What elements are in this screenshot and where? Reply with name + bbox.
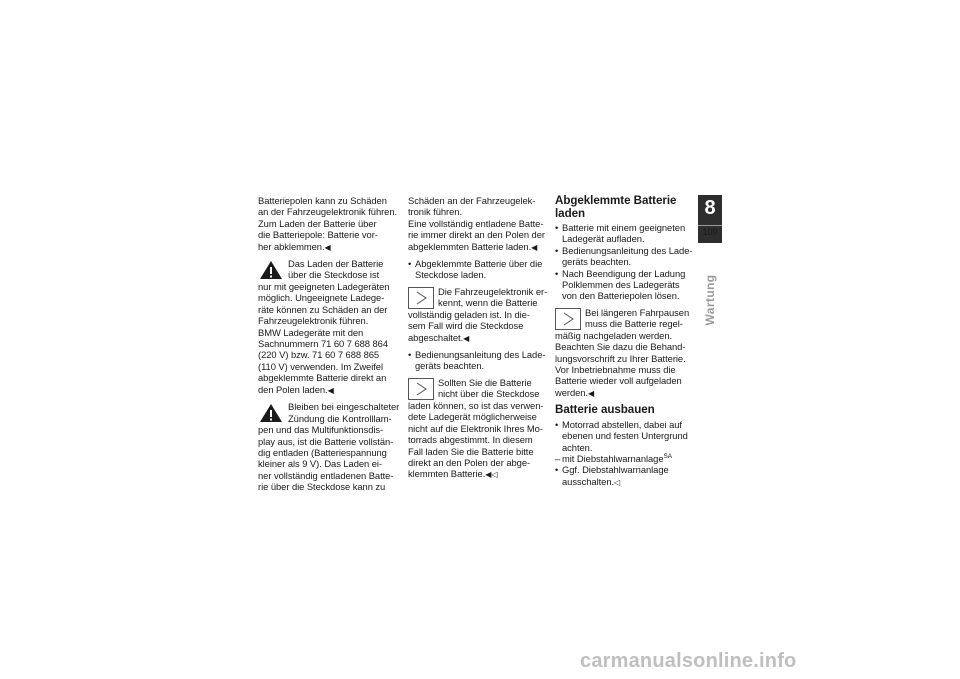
text-line: achten. xyxy=(562,441,593,453)
text-line: Eine vollständig entladene Batte- xyxy=(408,217,544,229)
text-line: Sachnummern 71 60 7 688 864 xyxy=(258,338,388,350)
text-line: Fall laden Sie die Batterie bitte xyxy=(408,445,534,457)
text-line: Ladegerät aufladen. xyxy=(562,233,645,245)
list-item xyxy=(555,222,701,245)
text-line: play aus, ist die Batterie vollstän- xyxy=(258,435,394,447)
text-line: nicht über die Steckdose xyxy=(438,388,540,400)
text-line: abgeklemmten Batterie laden.◀ xyxy=(408,240,538,252)
chapter-number: 8 xyxy=(704,197,716,219)
heading-line: Abgeklemmte Batterie xyxy=(555,194,677,207)
text-line: direkt an den Polen der abge- xyxy=(408,456,531,468)
text-line: rie über die Steckdose kann zu xyxy=(258,481,386,493)
text-line: Zum Laden der Batterie über xyxy=(258,217,377,229)
text-line: Vor Inbetriebnahme muss die xyxy=(555,364,676,376)
bullet-icon: • xyxy=(555,222,559,233)
text-line: ausschalten.◁ xyxy=(562,475,621,487)
text-line: tronik führen. xyxy=(408,206,463,218)
end-mark-open-icon: ◁ xyxy=(614,477,621,487)
text-line: Batterie mit einem geeigneten xyxy=(562,222,686,233)
text-line: Bleiben bei eingeschalteter xyxy=(288,401,400,413)
sa-superscript: SA xyxy=(663,453,673,460)
text-line: kleiner als 9 V). Das Laden ei- xyxy=(258,458,383,470)
end-mark-icon: ◀ xyxy=(463,333,470,343)
end-mark-icon: ◀ xyxy=(327,385,334,395)
text-line: kennt, wenn die Batterie xyxy=(438,297,538,309)
text-line: Fahrzeugelektronik führen. xyxy=(258,315,369,327)
text-line: muss die Batterie regel- xyxy=(585,318,683,330)
text-line: Polklemmen des Ladegeräts xyxy=(562,279,680,291)
text-line: an der Fahrzeugelektronik führen. xyxy=(258,206,398,218)
column-2 xyxy=(408,195,554,481)
text-line: abgeschaltet.◀ xyxy=(408,331,470,343)
text-line: Batterie wieder voll aufgeladen xyxy=(555,375,682,387)
text-line: Zündung die Kontrolllam- xyxy=(288,412,392,424)
text-line: (110 V) verwenden. Im Zweifel xyxy=(258,360,383,372)
text-line: Nach Beendigung der Ladung xyxy=(562,267,686,279)
page-number-rule xyxy=(698,225,722,226)
heading-line: laden xyxy=(555,206,586,220)
text-line: ner vollständig entladenen Batte- xyxy=(258,469,394,481)
list-item xyxy=(555,453,701,464)
text-line: mit Diebstahlwarnanlage$^{SA}$ xyxy=(562,453,673,464)
warning-triangle-icon xyxy=(258,402,284,424)
list-item xyxy=(555,464,701,488)
text-line: geräts beachten. xyxy=(415,360,485,372)
section-label: Wartung xyxy=(703,274,717,326)
text-line: lungsvorschrift zu Ihrer Batterie. xyxy=(555,352,686,364)
bullet-icon: • xyxy=(408,258,412,270)
info-note xyxy=(555,307,701,399)
text-line: Steckdose laden. xyxy=(415,269,487,281)
text-line: mäßig nachgeladen werden. xyxy=(555,329,673,341)
column-3 xyxy=(555,195,701,488)
end-mark-icon: ◀ xyxy=(531,242,538,252)
text-line: den Polen laden.◀ xyxy=(258,383,334,395)
note-triangle-icon xyxy=(408,287,434,309)
text-line: laden können, so ist das verwen- xyxy=(408,399,544,411)
text-line: dig entladen (Batteriespannung xyxy=(258,446,387,458)
page-number: 109 xyxy=(702,227,718,237)
bullet-icon: • xyxy=(408,349,412,361)
end-mark-icon: ◀ xyxy=(485,470,492,480)
text-line: Motorrad abstellen, dabei auf xyxy=(562,418,682,430)
text-line: Das Laden der Batterie xyxy=(288,258,384,270)
text-line: rie immer direkt an den Polen der xyxy=(408,229,545,241)
info-note xyxy=(408,286,554,344)
text-line: Die Fahrzeugelektronik er- xyxy=(438,285,548,297)
warning-note xyxy=(258,401,404,492)
text-line: von den Batteriepolen lösen. xyxy=(562,290,680,302)
text-line: sem Fall wird die Steckdose xyxy=(408,320,524,332)
text-line: über die Steckdose ist xyxy=(288,269,380,281)
text-line: (220 V) bzw. 71 60 7 688 865 xyxy=(258,349,380,361)
text-line: BMW Ladegeräte mit den xyxy=(258,326,364,338)
paragraph xyxy=(408,195,554,253)
text-line: abgeklemmte Batterie direkt an xyxy=(258,372,387,384)
list-item xyxy=(555,245,701,268)
bullet-icon: • xyxy=(555,244,559,256)
text-line: werden.◀ xyxy=(555,386,595,398)
list-item xyxy=(408,258,554,281)
text-line: nicht auf die Elektronik Ihres Mo- xyxy=(408,422,543,434)
bullet-icon: • xyxy=(555,267,559,279)
text-line: pen und das Multifunktionsdis- xyxy=(258,424,384,436)
watermark: carmanualsonline.info xyxy=(580,650,797,672)
info-note xyxy=(408,377,554,481)
text-line: her abklemmen.◀ xyxy=(258,240,331,252)
text-line: torrads abgestimmt. In diesem xyxy=(408,434,533,446)
section-heading: Batterie ausbauen xyxy=(555,403,655,417)
list-item xyxy=(555,268,701,302)
text-line: Schäden an der Fahrzeugelek- xyxy=(408,195,536,206)
text-line: Abgeklemmte Batterie über die xyxy=(415,258,543,270)
text-line: vollständig geladen ist. In die- xyxy=(408,308,530,320)
list-item xyxy=(555,419,701,453)
text-line: nur mit geeigneten Ladegeräten xyxy=(258,281,390,293)
bullet-icon: • xyxy=(555,464,559,476)
warning-note xyxy=(258,258,404,396)
text-line: dete Ladegerät möglicherweise xyxy=(408,411,537,423)
text-line: Sollten Sie die Batterie xyxy=(438,376,532,388)
end-mark-icon: ◀ xyxy=(588,388,595,398)
end-mark-open-icon: ◁ xyxy=(491,470,498,480)
text-line: geräts beachten. xyxy=(562,256,632,268)
text-line: räte können zu Schäden an der xyxy=(258,303,388,315)
text-line: möglich. Ungeeignete Ladege- xyxy=(258,292,385,304)
text-line: Beachten Sie dazu die Behand- xyxy=(555,341,686,353)
text-line: klemmten Batterie.◀◁ xyxy=(408,468,498,480)
text-line: Bei längeren Fahrpausen xyxy=(585,306,690,318)
paragraph xyxy=(258,195,404,253)
text-line: die Batteriepole: Batterie vor- xyxy=(258,229,378,241)
bullet-icon: • xyxy=(555,418,559,430)
text-line: Batteriepolen kann zu Schäden xyxy=(258,195,387,206)
note-triangle-icon xyxy=(555,308,581,330)
dash-icon: – xyxy=(555,453,561,464)
text-line: Bedienungsanleitung des Lade- xyxy=(562,244,693,256)
section-heading xyxy=(555,195,701,220)
end-mark-icon: ◀ xyxy=(324,242,331,252)
note-triangle-icon xyxy=(408,378,434,400)
text-line: Ggf. Diebstahlwarnanlage xyxy=(562,464,669,476)
list-item xyxy=(408,349,554,372)
column-1 xyxy=(258,195,404,493)
text-line: Bedienungsanleitung des Lade- xyxy=(415,349,546,361)
text-line: ebenen und festen Untergrund xyxy=(562,430,688,442)
warning-triangle-icon xyxy=(258,259,284,281)
